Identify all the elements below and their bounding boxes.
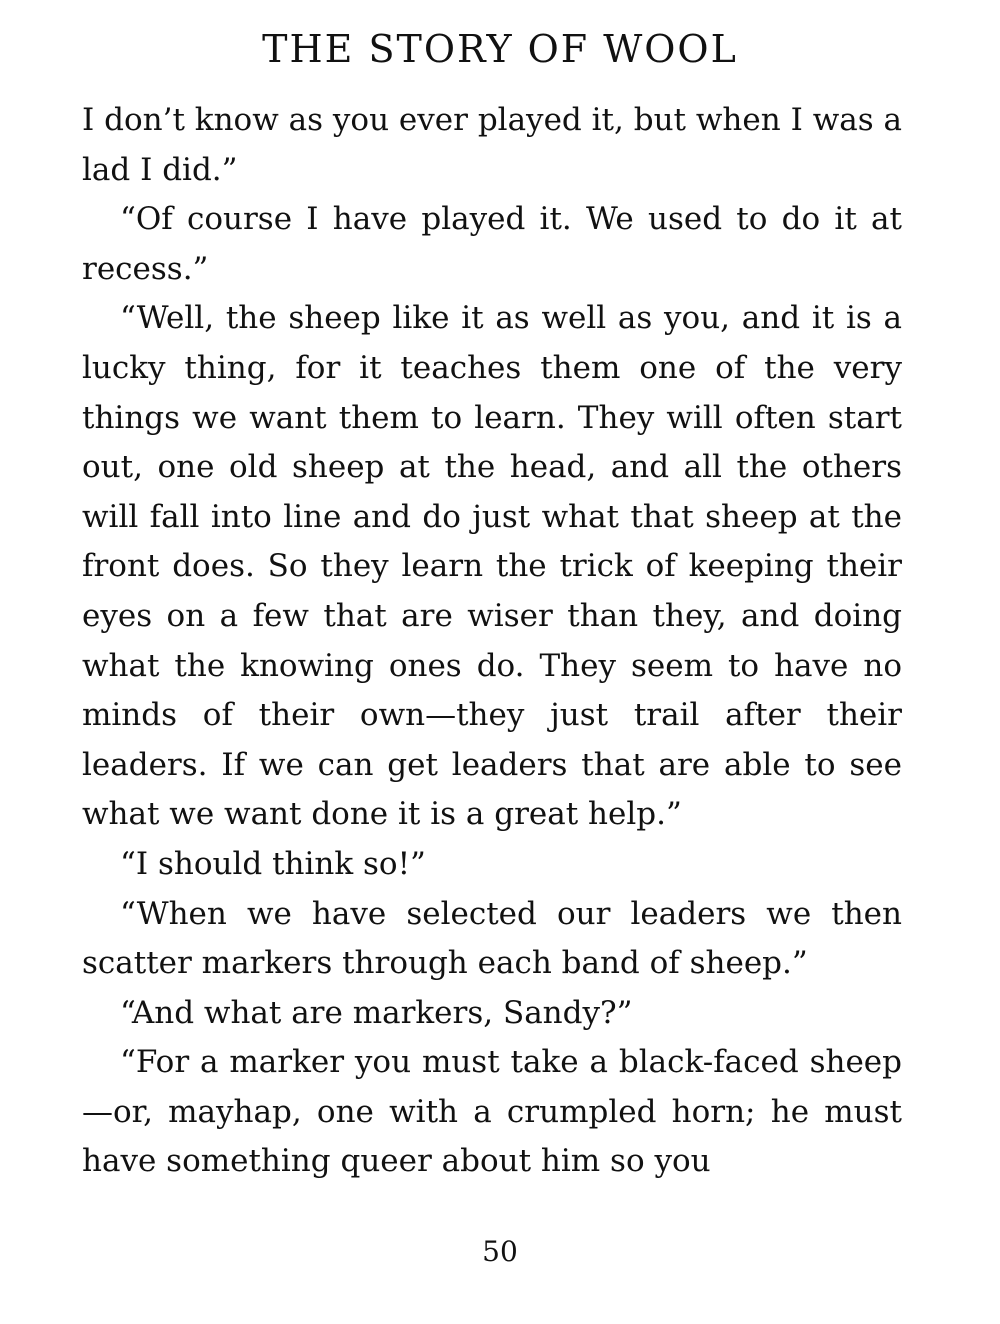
paragraph: “When we have selected our leaders we then scatter markers through each band of sheep.” xyxy=(82,895,902,982)
paragraph: “Well, the sheep like it as well as you, and it is a lucky thing, for it teaches them one of the very things we want them to learn. They will often start out, one old sheep at the head, and all the others will fall into line and do just what that sheep at the front does. So they learn the trick of keeping their eyes on a few that are wiser than they, and doing what the knowing ones do. They seem to have no minds of their own—they just trail after their leaders. If we can get leaders that are able to see what we want done it is a great help.” xyxy=(82,300,902,833)
paragraph: “And what are markers, Sandy?” xyxy=(120,994,633,1031)
page-number: 50 xyxy=(482,1235,518,1268)
paragraph: “I should think so!” xyxy=(120,845,426,882)
paragraph-continued: I don’t know as you ever played it, but when I was a lad I did.” xyxy=(82,102,902,188)
paragraph: “For a marker you must take a black-faced sheep—or, mayhap, one with a crumpled horn; he must have something queer about him so you xyxy=(82,1044,902,1180)
body-text xyxy=(82,96,902,1187)
running-title: THE STORY OF WOOL xyxy=(262,27,738,71)
paragraph: “Of course I have played it. We used to do it at recess.” xyxy=(82,201,902,287)
